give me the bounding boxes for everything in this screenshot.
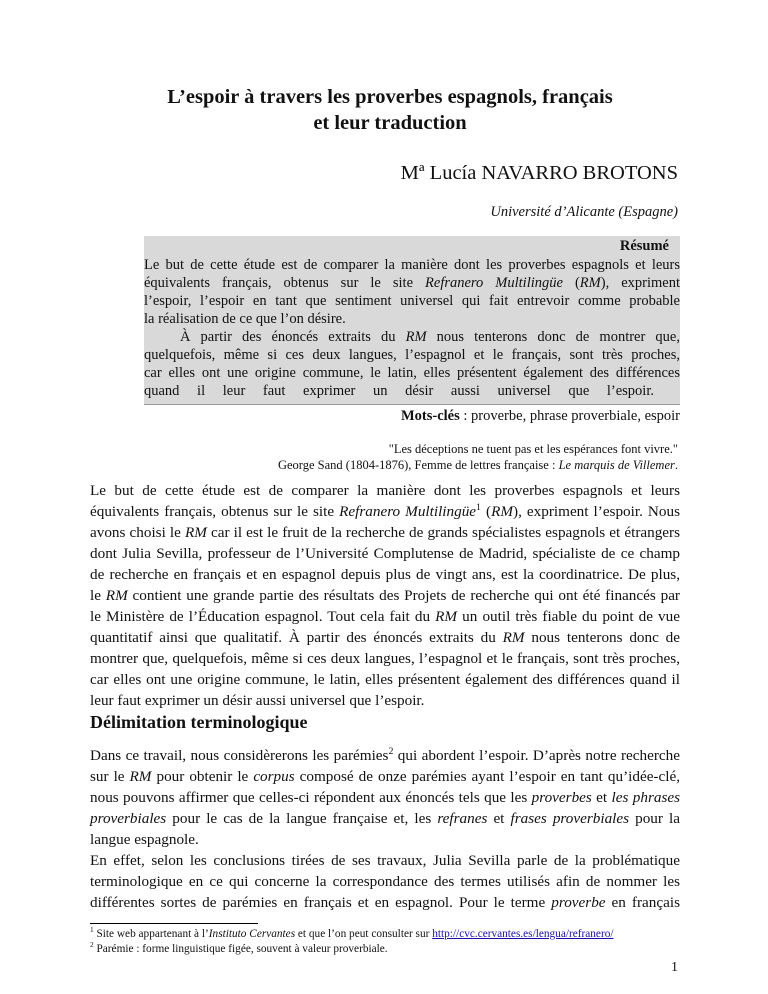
abstract-line: quand il leur faut exprimer un désir aussi universel que l’espoir.	[144, 383, 654, 399]
abstract-heading: Résumé	[619, 238, 669, 254]
page-number: 1	[671, 960, 678, 975]
epigraph-quote: "Les déceptions ne tuent pas et les espérances font vivre."	[388, 442, 678, 456]
body-line: équivalents français, obtenus sur le site Refranero Multilingüe$^1$ (RM), expriment l’espoir. Nous	[90, 501, 680, 520]
body-line: différentes sortes de parémies en français et en espagnol. Pour le terme proverbe en français	[90, 894, 680, 911]
footnote-link[interactable]: http://cvc.cervantes.es/lengua/refranero/	[432, 928, 614, 940]
body-line: le Ministère de l’Éducation espagnol. Tout cela fait du RM un outil très fiable du point de vue	[90, 608, 680, 625]
abstract-line: Le but de cette étude est de comparer la manière dont les proverbes espagnols et leurs	[144, 257, 680, 273]
body-line: de recherche en français et en espagnol depuis plus de vingt ans, est la coordinatrice. De plus,	[90, 566, 680, 583]
abstract-keywords: Mots-clés : proverbe, phrase proverbiale, espoir	[400, 408, 680, 424]
body-line: dont Julia Sevilla, professeur de l’Université Complutense de Madrid, spécialiste de ce champ	[90, 545, 680, 562]
footnote-2: $^2$ Parémie : forme linguistique figée, souvent à valeur proverbiale.	[90, 940, 388, 955]
body-line: sur le RM pour obtenir le corpus composé de onze parémies ayant l’espoir en tant qu’idée-clé,	[90, 768, 680, 785]
author-name: Mª Lucía NAVARRO BROTONS	[400, 162, 678, 184]
epigraph-source: George Sand (1804-1876), Femme de lettres française : Le marquis de Villemer.	[277, 458, 678, 472]
paper-title-line-1: L’espoir à travers les proverbes espagnols, français	[167, 86, 613, 108]
body-line: langue espagnole.	[90, 831, 199, 848]
author-affiliation: Université d’Alicante (Espagne)	[490, 204, 678, 220]
body-line: terminologique en ce qui concerne la correspondance des termes utilisés afin de nommer les	[90, 873, 680, 890]
body-line: proverbiales pour le cas de la langue française et, les refranes et frases proverbiales pour la	[90, 810, 680, 827]
body-line: nous pouvons affirmer que celles-ci répondent aux énoncés tels que les proverbes et les phrases	[90, 789, 681, 806]
body-line: Le but de cette étude est de comparer la manière dont les proverbes espagnols et leurs	[90, 482, 680, 499]
abstract-line: la réalisation de ce que l’on désire.	[144, 311, 346, 327]
section-heading: Délimitation terminologique	[90, 712, 308, 732]
abstract-line: car elles ont une origine commune, le latin, elles présentent également des différences	[144, 365, 680, 381]
body-line: Dans ce travail, nous considèrerons les parémies$^2$ qui abordent l’espoir. D’après notre recherche	[90, 745, 680, 764]
body-line: montrer que, quelquefois, même si ces deux langues, l’espagnol et le français, sont très proches,	[90, 650, 680, 667]
body-line: le RM contient une grande partie des résultats des Projets de recherche qui ont été financés par	[90, 587, 680, 604]
paper-title-line-2: et leur traduction	[313, 112, 467, 134]
body-line: leur faut exprimer un désir aussi universel que l’espoir.	[90, 692, 425, 709]
body-line: quantitatif ainsi que qualitatif. À partir des énoncés extraits du RM nous tenterons donc de	[90, 629, 681, 646]
abstract-line: l’espoir, l’espoir en tant que sentiment universel qui fait entrevoir comme probable	[144, 293, 680, 309]
body-line: avons choisi le RM car il est le fruit de la recherche de grands spécialistes espagnols et étrangers	[90, 524, 681, 541]
body-line: En effet, selon les conclusions tirées de ses travaux, Julia Sevilla parle de la problématique	[90, 852, 680, 869]
abstract-divider	[144, 404, 680, 405]
footnote-divider	[90, 923, 258, 924]
abstract-line: équivalents français, obtenus sur le site Refranero Multilingüe (RM), expriment	[144, 275, 680, 291]
abstract-line: À partir des énoncés extraits du RM nous tenterons donc de montrer que,	[180, 329, 680, 345]
body-line: car elles ont une origine commune, le latin, elles présentent également des différences quand il	[90, 671, 680, 688]
footnote-1: $^1$ Site web appartenant à l’Instituto Cervantes et que l’on peut consulter sur http://cvc.cervantes.es/lengua/refranero/	[90, 925, 614, 940]
abstract-line: quelquefois, même si ces deux langues, l’espagnol et le français, sont très proches,	[144, 347, 680, 363]
